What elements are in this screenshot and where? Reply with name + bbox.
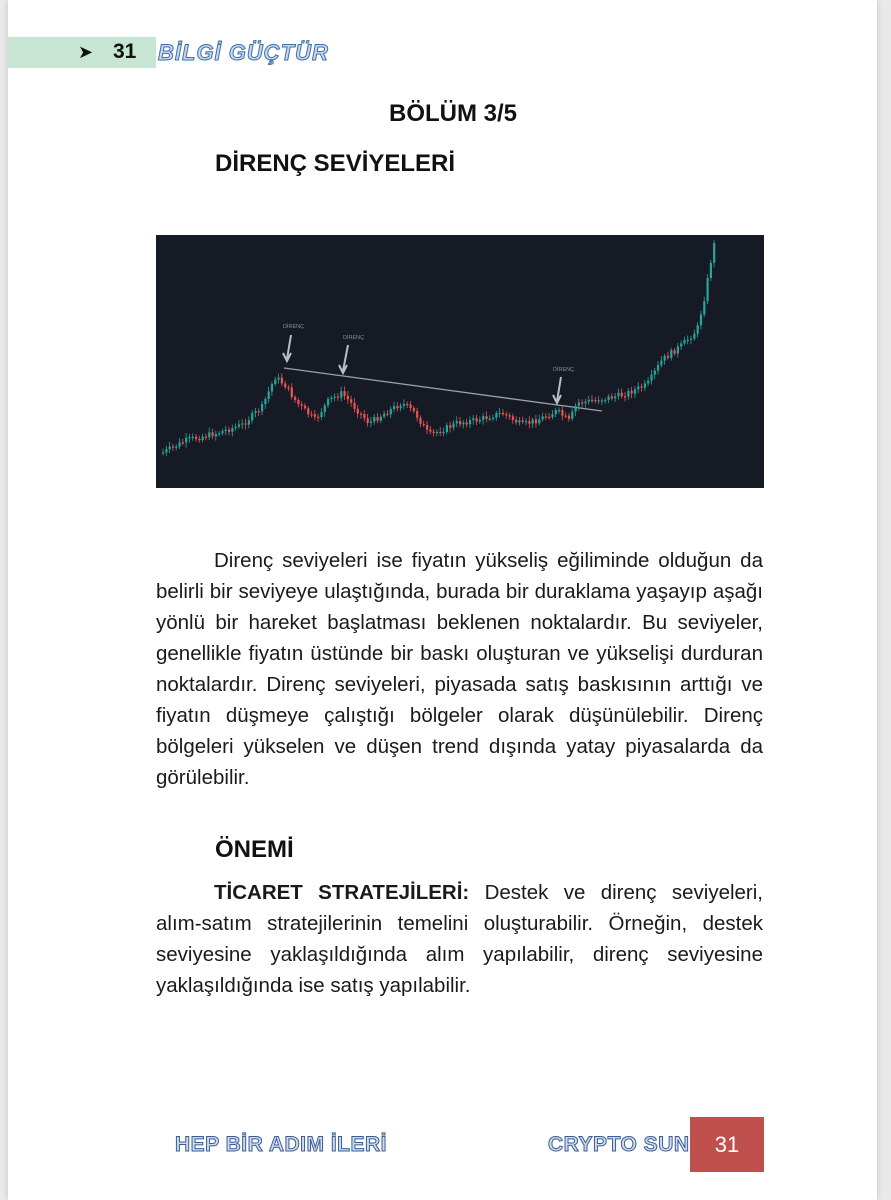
candle-body <box>307 408 309 414</box>
candle-body <box>703 301 705 314</box>
candle-body <box>317 417 319 418</box>
candle-body <box>621 393 623 396</box>
candle-body <box>185 438 187 443</box>
candle-body <box>525 421 527 422</box>
candle-body <box>555 410 557 414</box>
candle-body <box>545 416 547 417</box>
candle-body <box>644 383 646 387</box>
candle-body <box>495 413 497 418</box>
candle-body <box>228 430 230 432</box>
candle-body <box>334 397 336 398</box>
strategy-label: TİCARET STRATEJİLERİ: <box>214 881 470 904</box>
candle-body <box>683 340 685 343</box>
candle-body <box>518 420 520 422</box>
candle-body <box>264 399 266 404</box>
footer-page-number: 31 <box>690 1117 764 1172</box>
candle-body <box>693 334 695 339</box>
candle-body <box>459 421 461 424</box>
footer-brand: CRYPTO SUN <box>548 1133 690 1156</box>
candle-body <box>598 400 600 401</box>
candle-body <box>403 404 405 406</box>
candle-body <box>215 434 217 436</box>
candle-body <box>591 400 593 401</box>
candle-body <box>416 411 418 418</box>
candle-body <box>429 430 431 432</box>
candle-body <box>377 417 379 421</box>
candle-body <box>558 410 560 411</box>
candle-body <box>268 392 270 400</box>
candle-body <box>258 411 260 412</box>
strategy-text: Destek ve direnç seviyeleri, alım-satım stratejilerinin temelini oluşturabilir. Örneğin, destek seviyesine yaklaşıldığında alım yapılabilir, direnç seviyesine yaklaşıldığında ise satış yapılabilir. <box>156 881 763 997</box>
candle-body <box>479 420 481 422</box>
arrow-right-icon: ➤ <box>78 42 94 62</box>
candle-body <box>515 420 517 423</box>
candle-body <box>406 404 408 405</box>
candle-body <box>664 356 666 361</box>
header-page-number: 31 <box>113 40 137 63</box>
candle-body <box>357 409 359 414</box>
candle-body <box>713 243 715 263</box>
candle-body <box>466 423 468 425</box>
candle-body <box>690 339 692 340</box>
candle-body <box>340 391 342 397</box>
candle-body <box>367 418 369 423</box>
candle-body <box>218 433 220 434</box>
resistance-arrow-2 <box>339 345 348 373</box>
candle-body <box>162 452 164 453</box>
candle-body <box>212 432 214 436</box>
candle-body <box>360 414 362 415</box>
paragraph-1-text: Direnç seviyeleri ise fiyatın yükseliş eğiliminde olduğun da belirli bir seviyeye ulaştığında, burada bir duraklama yaşayıp aşağı yönlü bir hareket başlatması beklenen noktalardır. Bu seviyeler, genellikle fiyatın üstünde bir baskı oluşturan ve yükselişi durduran noktalardır. Direnç seviyeleri, piyasada satış baskısının arttığı ve fiyatın düşmeye çalıştığı bölgeler olarak düşünülebilir. Direnç bölgeleri yükselen ve düşen trend dışında yatay piyasalarda da görülebilir. <box>156 549 763 789</box>
candle-body <box>225 430 227 431</box>
candle-body <box>581 402 583 403</box>
candle-body <box>650 375 652 381</box>
candle-body <box>231 428 233 432</box>
candles-group <box>162 240 715 456</box>
candle-body <box>373 417 375 421</box>
candle-body <box>624 396 626 397</box>
candle-body <box>565 416 567 417</box>
candle-body <box>462 423 464 425</box>
candle-body <box>205 437 207 438</box>
candle-body <box>344 391 346 396</box>
candle-body <box>654 371 656 375</box>
candle-body <box>410 405 412 409</box>
candle-body <box>485 416 487 419</box>
candle-body <box>241 423 243 424</box>
candle-body <box>380 417 382 421</box>
resistance-label-1: DİRENÇ <box>283 324 305 330</box>
candle-body <box>297 400 299 404</box>
candle-body <box>601 400 603 401</box>
candle-body <box>413 408 415 411</box>
candle-body <box>261 404 263 411</box>
candle-body <box>400 406 402 408</box>
candlestick-chart <box>156 235 764 488</box>
candle-body <box>350 399 352 402</box>
candle-body <box>588 400 590 402</box>
candle-body <box>608 396 610 399</box>
candle-body <box>271 384 273 392</box>
candle-body <box>571 411 573 418</box>
candle-body <box>677 347 679 354</box>
candle-body <box>700 314 702 325</box>
candle-body <box>287 387 289 388</box>
candle-body <box>578 402 580 405</box>
candle-body <box>390 409 392 414</box>
footer-slogan: HEP BİR ADIM İLERİ <box>175 1133 388 1156</box>
candle-body <box>165 449 167 452</box>
candle-body <box>419 418 421 424</box>
candle-body <box>522 420 524 421</box>
candle-body <box>182 442 184 443</box>
candle-body <box>235 427 237 428</box>
candle-body <box>505 414 507 415</box>
candle-body <box>502 413 504 414</box>
candle-body <box>383 414 385 417</box>
candle-body <box>697 325 699 334</box>
candle-body <box>426 425 428 430</box>
candle-body <box>327 399 329 405</box>
candle-body <box>396 406 398 408</box>
candle-body <box>274 380 276 384</box>
candle-body <box>370 421 372 423</box>
heading-onemi: ÖNEMİ <box>215 836 294 863</box>
resistance-label-3: DİRENÇ <box>553 367 575 373</box>
candle-body <box>489 419 491 420</box>
resistance-label-2: DİRENÇ <box>343 335 365 341</box>
page <box>8 0 877 1200</box>
candle-body <box>532 419 534 423</box>
candle-body <box>433 432 435 433</box>
candle-body <box>393 406 395 409</box>
candle-body <box>575 406 577 412</box>
section-heading: DİRENÇ SEVİYELERİ <box>215 150 456 177</box>
candle-body <box>512 416 514 420</box>
candle-body <box>254 411 256 413</box>
candle-body <box>637 387 639 390</box>
candle-body <box>611 396 613 398</box>
candle-body <box>627 391 629 397</box>
paragraph-2 <box>156 877 763 1001</box>
candle-body <box>561 410 563 416</box>
candle-body <box>476 418 478 421</box>
candle-body <box>221 431 223 433</box>
candle-body <box>363 414 365 418</box>
candle-body <box>175 447 177 448</box>
candle-body <box>281 378 283 384</box>
candle-body <box>482 416 484 420</box>
candle-body <box>469 420 471 424</box>
candle-body <box>245 423 247 424</box>
candle-body <box>202 437 204 440</box>
section-title: BÖLÜM 3/5 <box>388 100 517 127</box>
candle-body <box>353 403 355 409</box>
candle-body <box>192 437 194 438</box>
candle-body <box>314 414 316 417</box>
candle-body <box>542 416 544 419</box>
candle-body <box>499 413 501 414</box>
candle-body <box>660 361 662 366</box>
candle-body <box>551 414 553 417</box>
candle-body <box>291 388 293 397</box>
resistance-line <box>284 368 602 411</box>
candle-body <box>386 414 388 415</box>
resistance-arrow-1 <box>283 335 291 361</box>
candle-body <box>634 389 636 393</box>
candle-body <box>680 343 682 346</box>
candle-body <box>492 418 494 419</box>
candle-body <box>641 387 643 388</box>
candle-body <box>710 263 712 278</box>
candle-body <box>446 425 448 432</box>
candle-body <box>674 350 676 353</box>
candle-body <box>330 398 332 399</box>
candle-body <box>169 447 171 450</box>
candle-body <box>436 432 438 433</box>
candle-body <box>248 420 250 424</box>
candle-body <box>284 383 286 387</box>
candle-body <box>195 437 197 439</box>
candle-body <box>423 424 425 425</box>
candle-body <box>324 405 326 412</box>
candle-body <box>452 423 454 427</box>
candle-body <box>320 412 322 417</box>
candle-body <box>294 397 296 400</box>
candle-body <box>278 378 280 380</box>
candle-body <box>687 340 689 341</box>
candle-body <box>456 421 458 423</box>
candle-body <box>439 432 441 433</box>
candle-body <box>208 432 210 437</box>
candle-body <box>172 447 174 448</box>
candle-body <box>449 425 451 427</box>
candle-body <box>188 437 190 438</box>
candle-body <box>443 432 445 433</box>
candle-body <box>707 278 709 301</box>
resistance-arrow-3 <box>553 377 561 403</box>
candle-body <box>198 439 200 440</box>
candle-body <box>509 415 511 416</box>
candle-body <box>472 418 474 420</box>
candle-body <box>594 400 596 401</box>
candle-body <box>535 419 537 423</box>
candle-body <box>251 413 253 420</box>
candle-body <box>647 381 649 384</box>
chart-svg <box>156 235 764 488</box>
candle-body <box>617 393 619 397</box>
candle-body <box>179 442 181 446</box>
candle-body <box>614 396 616 398</box>
candle-body <box>238 424 240 426</box>
paragraph-1 <box>156 545 763 793</box>
candle-body <box>604 400 606 401</box>
candle-body <box>304 406 306 409</box>
candle-body <box>667 356 669 358</box>
candle-body <box>568 416 570 419</box>
candle-body <box>301 404 303 406</box>
candle-body <box>584 402 586 404</box>
candle-body <box>548 417 550 418</box>
candle-body <box>347 396 349 399</box>
candle-body <box>657 365 659 371</box>
header-title: BİLGİ GÜÇTÜR <box>158 40 329 65</box>
candle-body <box>337 397 339 398</box>
candle-body <box>528 421 530 423</box>
candle-body <box>311 414 313 415</box>
candle-body <box>670 350 672 358</box>
candle-body <box>631 391 633 394</box>
candle-body <box>538 419 540 423</box>
